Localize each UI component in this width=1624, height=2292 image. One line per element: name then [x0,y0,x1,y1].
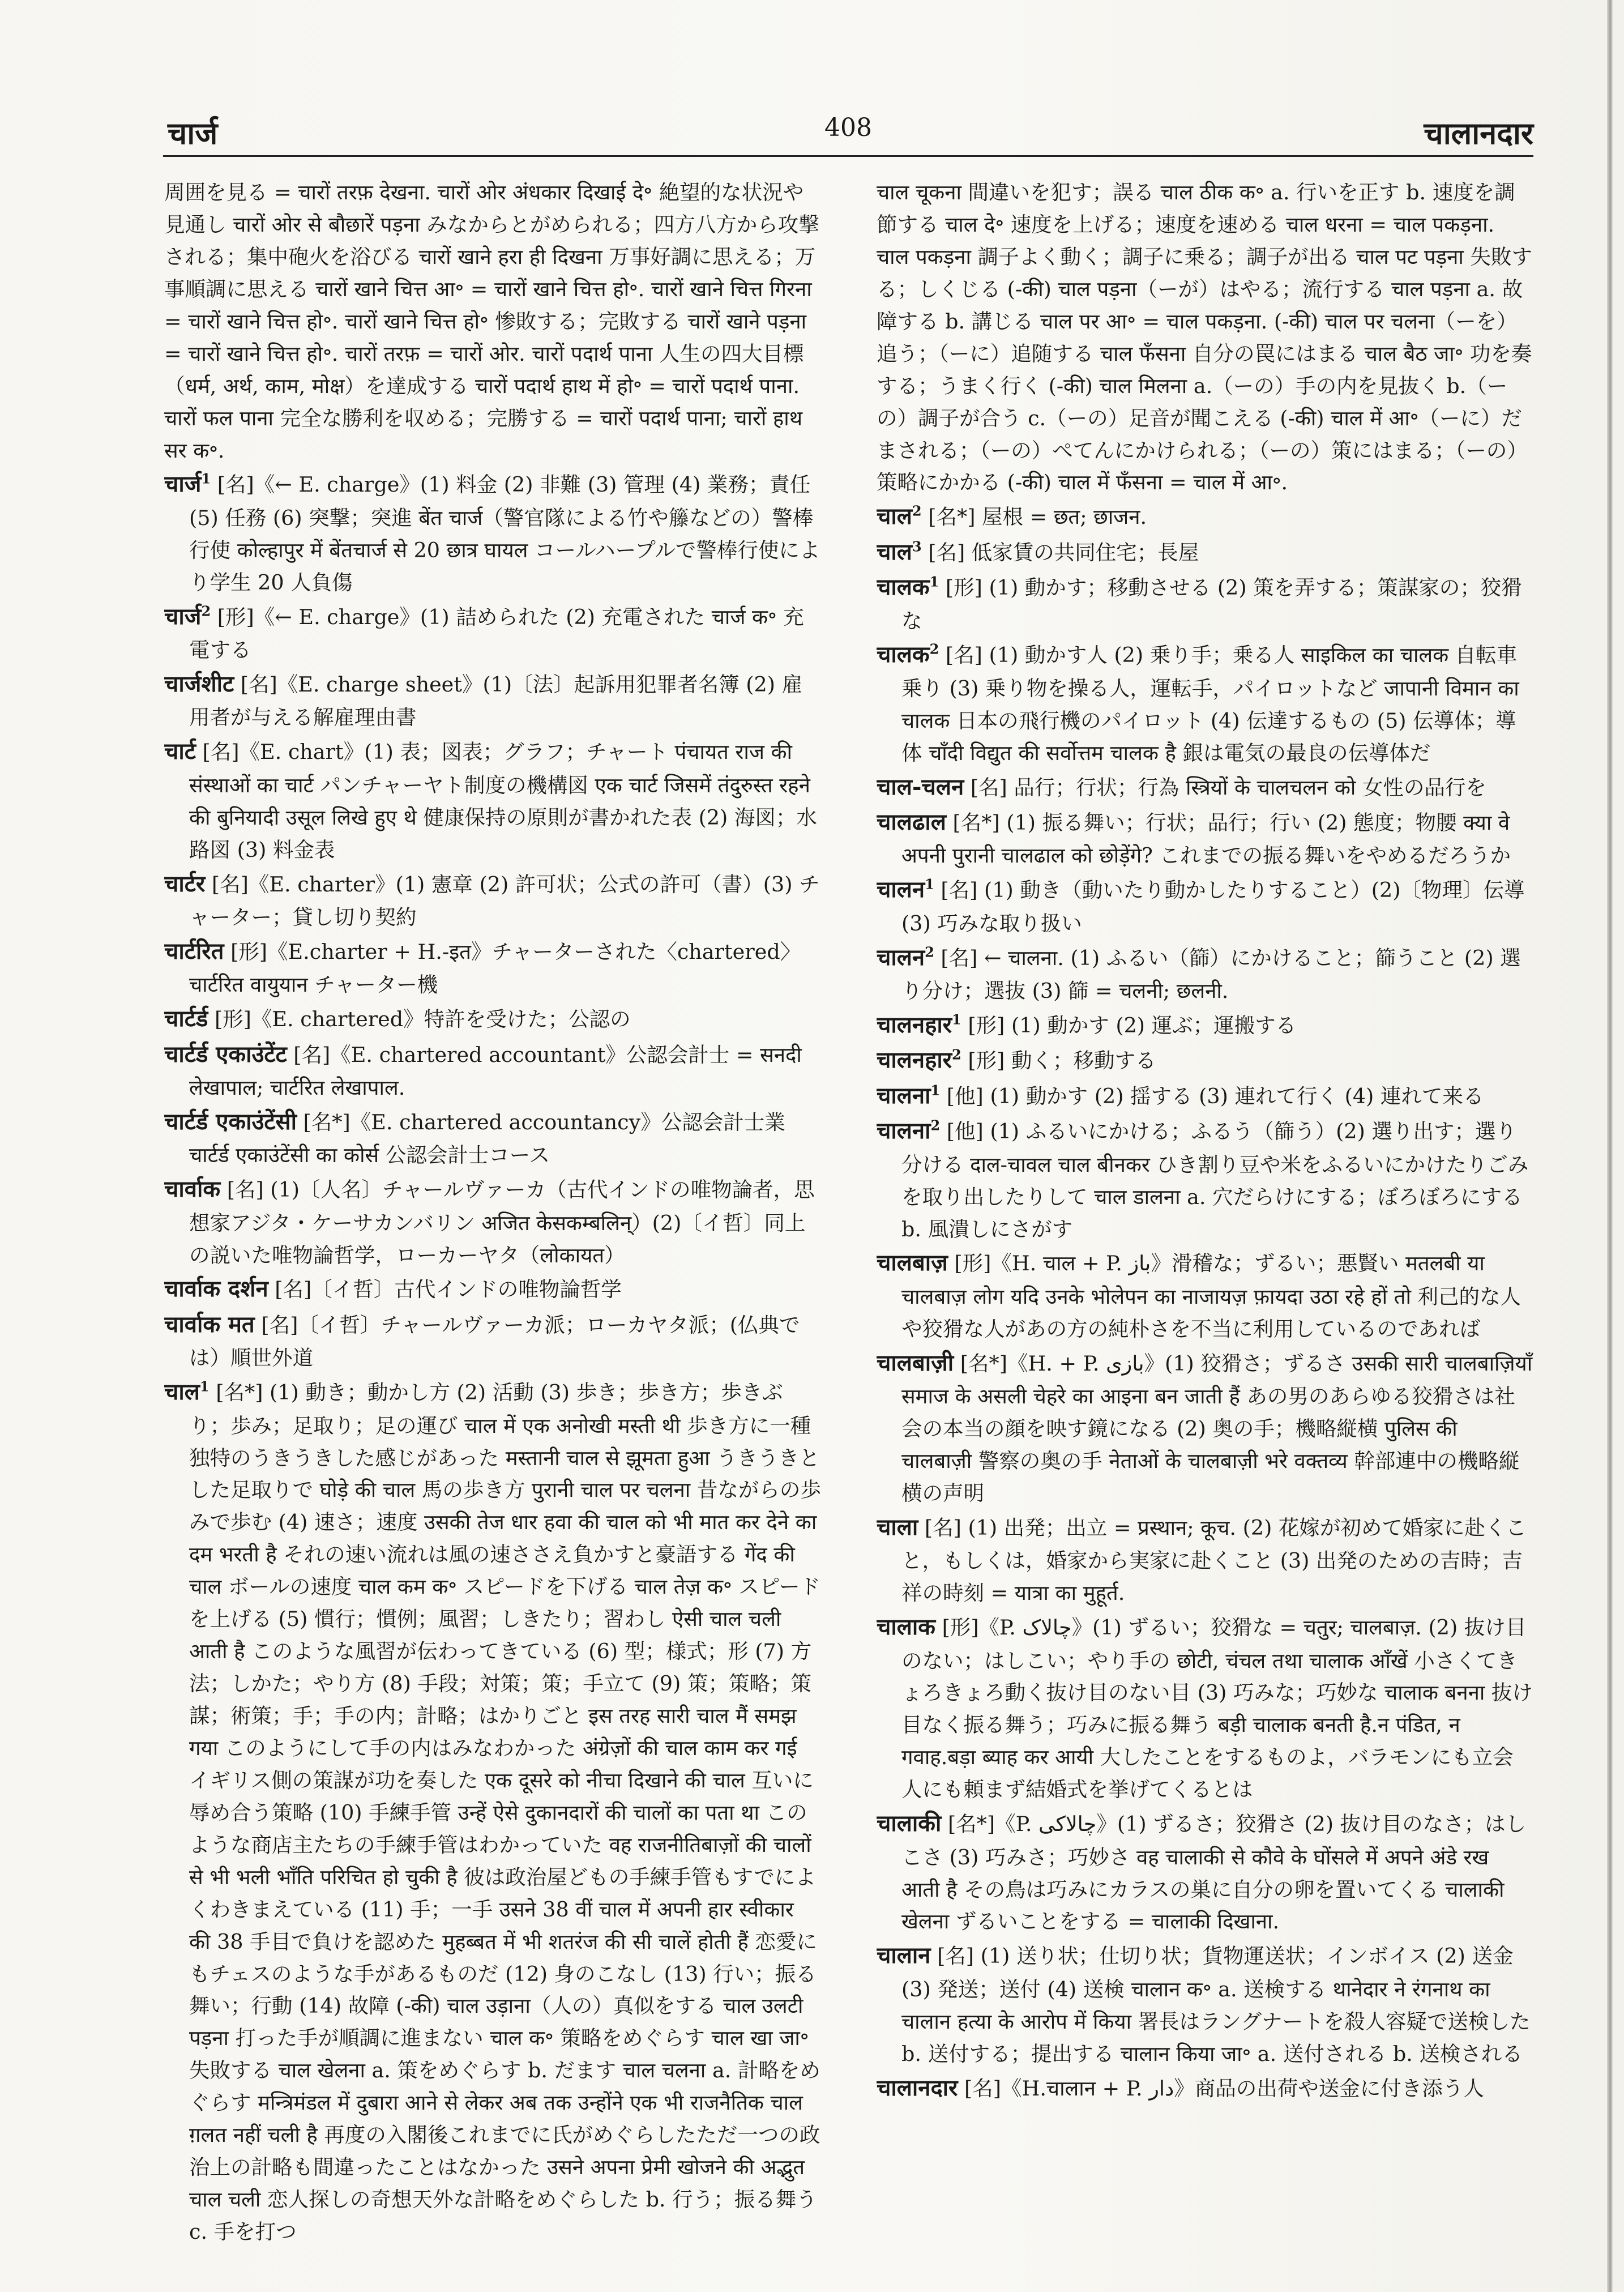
dictionary-entry [877,872,1533,940]
entry-definition: [名*] (1) 動き；動かし方 (2) 活動 (3) 歩き；歩き方；歩きぶり；歩み；足取り；足の運び चाल में एक अनोखी मस्ती थी 歩き方に一種独特のうきうきした感じがあった मस्तानी चाल से झूमता हुआ うきうきとした足取りで घोड़े की चाल 馬の歩き方 पुरानी चाल पर चलना 昔ながらの歩みで歩む (4) 速さ；速度 उसकी तेज धार हवा की चाल को भी मात कर देने का दम भरती है それの速い流れは風の速ささえ負かすと豪語する गेंद की चाल ボールの速度 चाल कम क॰ スピードを下げる चाल तेज़ क॰ スピードを上げる (5) 慣行；慣例；風習；しきたり；習わし ऐसी चाल चली आती है このような風習が伝わってきている (6) 型；様式；形 (7) 方法；しかた；やり方 (8) 手段；対策；策；手立て (9) 策；策略；策謀；術策；手；手の内；計略；はかりごと इस तरह सारी चाल मैं समझ गया このようにして手の内はみなわかった अंग्रेज़ों की चाल काम कर गई イギリス側の策謀が功を奏した एक दूसरे को नीचा दिखाने की चाल 互いに辱め合う策略 (10) 手練手管 उन्हें ऐसे दुकानदारों की चालों का पता था このような商店主たちの手練手管はわかっていた वह राजनीतिबाज़ों की चालों से भी भली भाँति परिचित हो चुकी है 彼は政治屋どもの手練手管もすでによくわきまえている (11) 手；一手 उसने 38 वीं चाल में अपनी हार स्वीकार की 38 手目で負けを認めた मुहब्बत में भी शतरंज की सी चालें होती हैं 恋愛にもチェスのような手があるものだ (12) 身のこなし (13) 行い；振る舞い；行動 (14) 故障 (-की) चाल उड़ाना（人の）真似をする चाल उलटी पड़ना 打った手が順調に進まない चाल क॰ 策略をめぐらす चाल खा जा॰ 失敗する चाल खेलना a. 策をめぐらす b. だます चाल चलना a. 計略をめぐらす मन्त्रिमंडल में दुबारा आने से लेकर अब तक उन्होंने एक भी राजनैतिक चाल ग़लत नहीं चली है 再度の入閣後これまでに氏がめぐらしたただ一つの政治上の計略も間違ったことはなかった उसने अपना प्रेमी खोजने की अद्भुत चाल चली 恋人探しの奇想天外な計略をめぐらした b. 行う；振る舞う c. 手を打つ [189,1380,821,2244]
entry-definition: [名*] (1) 振る舞い；行状；品行；行い (2) 態度；物腰 क्या वे अपनी पुरानी चालढाल को छोड़ेंगे? これまでの振る舞いをやめるだろうか [901,810,1511,868]
entry-definition: [名*]《P. چالاکی》(1) ずるさ；狡猾さ (2) 抜け目のなさ；はしこさ (3) 巧みさ；巧妙さ वह चालाकी से कौवे के घोंसले में अपने अंडे रख आती है その鳥は巧みにカラスの巣に自分の卵を置いてくる चालाकी खेलना ずるいことをする = चालाकी दिखाना. [901,1812,1527,1934]
entry-definition: [名] 低家賃の共同住宅；長屋 [928,540,1199,565]
entry-definition: [名*] 屋根 = छत; छाजन. [928,505,1147,530]
homograph-number: 2 [912,503,922,520]
homograph-number: 1 [952,1011,961,1028]
dictionary-entry [877,1610,1533,1806]
entry-headword: चालाकी [877,1810,942,1837]
entry-definition: [他] (1) 動かす (2) 揺する (3) 連れて行く (4) 連れて来る [946,1083,1484,1108]
entry-headword: चालानदार [877,2074,958,2101]
dictionary-entry [877,1113,1533,1245]
entry-headword: चाला [877,1513,918,1540]
dictionary-entry [164,467,821,599]
homograph-number: 1 [930,1082,941,1099]
entry-headword: चाल-चलन [877,773,964,800]
entry-headword: चार्टरित [164,937,224,964]
entry-definition: [形]《E. chartered》特許を受けた；公認の [214,1007,631,1032]
entry-headword: चालबाज़ी [877,1349,954,1376]
entry-definition: [名]《H.चालान + P. دار》商品の出荷や送金に付き添う人 [964,2076,1484,2101]
entry-headword: चालन$^2$ [877,944,934,971]
header-rule [163,155,1533,157]
entry-definition: [名]《E. chart》(1) 表；図表；グラフ；チャート पंचायत राज की संस्थाओं का चार्ट パンチャーヤト制度の機構図 एक चार्ट जिसमें तंदुरुस्त रहने की बुनियादी उसूल लिखे हुए थे 健康保持の原則が書かれた表 (2) 海図；水路図 (3) 料金表 [189,740,817,862]
entry-definition: [形]《← E. charge》(1) 詰められた (2) 充電された चार्ज क॰ 充電する [189,604,804,663]
entry-headword: चालान [877,1942,931,1969]
homograph-number: 2 [201,603,211,620]
entry-headword: चाल$^3$ [877,538,922,565]
page-binding-edge [1607,0,1613,2292]
entry-definition: चाल चूकना 間違いを犯す；誤る चाल ठीक क॰ a. 行いを正す b. 速度を調節する चाल दे॰ 速度を上げる；速度を速める चाल धरना = चाल पकड़ना. चाल पकड़ना 調子よく動く；調子に乗る；調子が出る चाल पट पड़ना 失敗する；しくじる (-की) चाल पड़ना（ーが）はやる；流行する चाल पड़ना a. 故障する b. 講じる चाल पर आ॰ = चाल पकड़ना. (-की) चाल पर चलना（ーを）追う；（ーに）追随する चाल फँसना 自分の罠にはまる चाल बैठ जा॰ 功を奏する；うまく行く (-की) चाल मिलना a.（ーの）手の内を見抜く b.（ーの）調子が合う c.（ーの）足音が聞こえる (-की) चाल में आ॰（ーに）だまされる；（ーの）ぺてんにかけられる；（ーの）策にはまる；（ーの）策略にかかる (-की) चाल में फँसना = चाल में आ॰. [877,180,1532,495]
entry-headword: चार्वाक मत [164,1311,255,1338]
dictionary-entry [877,637,1533,769]
entry-definition: [名] 品行；行状；行為 स्त्रियों के चालचलन को 女性の品行を [970,775,1486,800]
entry-headword: चालनहार$^2$ [877,1047,961,1074]
entry-definition: [形]《H. चाल + P. باز》滑稽な；ずるい；悪賢い मतलबी या चालबाज़ लोग यदि उनके भोलेपन का नाजायज़ फ़ायदा उठा रहे हों तो 利己的な人や狡猾な人があの方の純朴さを不当に利用しているのであれば [901,1251,1522,1341]
entry-headword: चार्टर्ड एकाउंटेंट [164,1040,287,1068]
dictionary-entry [877,570,1533,637]
entry-definition: [形] (1) 動かす；移動させる (2) 策を弄する；策謀家の；狡猾な [901,575,1522,633]
dictionary-entry [164,1375,821,2244]
homograph-number: 3 [912,538,922,555]
entry-definition: [形] (1) 動かす (2) 運ぶ；運搬する [968,1013,1297,1038]
page-number: 408 [824,113,872,142]
entry-definition: [他] (1) ふるいにかける；ふるう（篩う）(2) 選り出す；選り分ける दाल-चावल चाल बीनकर ひき割り豆や米をふるいにかけたりごみを取り出したりして चाल डालना a. 穴だらけにする；ぼろぼろにする b. 風潰しにさがす [901,1119,1529,1241]
entry-headword: चाल$^1$ [164,1378,210,1406]
dictionary-entry [164,1037,821,1104]
entry-headword: चालनहार$^1$ [877,1011,961,1039]
entry-headword: चालन$^1$ [877,876,934,903]
dictionary-entry [877,1510,1533,1610]
entry-definition: [名] (1) 動かす人 (2) 乗り手；乗る人 साइकिल का चालक 自転車乗り (3) 乗り物を操る人，運転手，パイロットなど जापानी विमान का चालक 日本の飛行機のパイロット (4) 伝達するもの (5) 伝導体；導体 चाँदी विद्युत की सर्वोत्तम चालक है 銀は電気の最良の伝導体だ [901,643,1519,765]
dictionary-entry [164,934,821,1001]
entry-definition: [形]《E.charter + H.-इत》チャーターされた〈chartered〉चार्टरित वायुयान チャーター機 [189,939,801,997]
dictionary-entry [164,734,821,866]
left-column [164,177,821,2244]
entry-headword: चार्ज$^2$ [164,603,211,630]
entry-headword: चालबाज़ [877,1249,948,1277]
entry-definition: [名]〔イ哲〕チャールヴァーカ派；ローカヤタ派；(仏典では）順世外道 [189,1312,800,1371]
dictionary-entry [877,2071,1533,2106]
entry-definition: [名]《E. charge sheet》(1)〔法〕起訴用犯罪者名簿 (2) 雇用者が与える解雇理由書 [189,672,803,730]
dictionary-entry [164,1104,821,1172]
entry-headword: चार्वाक [164,1176,221,1203]
homograph-number: 2 [929,641,939,658]
entry-definition: [形]《P. چالاک》(1) ずるい；狡猾な = चतुर; चालबाज़. (2) 抜け目のない；はしこい；やり手の छोटी, चंचल तथा चालाक आँखें 小さくてきょろきょろ動く抜け目のない目 (3) 巧みな；巧妙な चालाक बनना 抜け目なく振る舞う；巧みに振る舞う बड़ी चालाक बनती है.न पंडित, न गवाह.बड़ा ब्याह कर आयी 大したことをするものよ，バラモンにも立会人にも頼まず結婚式を挙げてくるとは [901,1615,1533,1802]
entry-headword: चालाक [877,1614,935,1641]
entry-continuation [877,177,1533,499]
dictionary-entry [877,1245,1533,1345]
dictionary-entry [877,499,1533,534]
dictionary-entry [164,1307,821,1375]
dictionary-entry [877,770,1533,805]
entry-definition: [名*]《H. + P. بازی》(1) 狡猾さ；ずるさ उसकी सारी चालबाज़ियाँ समाज के असली चेहरे का आइना बन जाती हैं あの男のあらゆる狡猾さは社会の本当の顔を映す鏡になる (2) 奥の手；機略縦横 पुलिस की चालबाज़ी 警察の奥の手 नेताओं के चालबाज़ी भरे वक्तव्य 幹部連中の機略縦横の声明 [901,1351,1533,1505]
dictionary-entry [877,1078,1533,1113]
entry-headword: चार्टर [164,870,206,897]
homograph-number: 2 [952,1047,961,1064]
entry-headword: चालक$^1$ [877,573,939,601]
running-head [163,111,1533,151]
dictionary-entry [877,1008,1533,1043]
entry-headword: चार्ज$^1$ [164,471,211,498]
entry-headword: चार्टर्ड [164,1005,208,1032]
entry-headword: चालना$^2$ [877,1117,941,1145]
entry-definition: [名*]《E. chartered accountancy》公認会計士業 चार्टर्ड एकाउंटेंसी का कोर्स 公認会計士コース [189,1109,785,1168]
entry-headword: चार्वाक दर्शन [164,1275,268,1303]
entry-definition: [名] (1) 出発；出立 = प्रस्थान; कूच. (2) 花嫁が初めて婚家に赴くこと，もしくは，婚家から実家に赴くこと (3) 出発のための吉時；吉祥の時刻 = यात्रा का मुहूर्त. [901,1515,1527,1606]
right-guide-word: चालानदार [1424,115,1533,151]
homograph-number: 1 [925,876,934,893]
entry-definition: [名]〔イ哲〕古代インドの唯物論哲学 [275,1277,622,1302]
dictionary-entry [877,535,1533,570]
dictionary-entry [877,1043,1533,1078]
entry-headword: चालना$^1$ [877,1082,941,1109]
entry-headword: चार्टर्ड एकाउंटेंसी [164,1108,297,1135]
homograph-number: 1 [199,1378,210,1395]
entry-headword: चार्ट [164,738,196,765]
right-column [877,177,1533,2244]
entry-definition: [名] (1)〔人名〕チャールヴァーカ（古代インドの唯物論者，思想家アジタ・ケーサカンバリン अजित केसकम्बलिन्）(2)〔イ哲〕同上の説いた唯物論哲学，ローカーヤタ（लोकायत） [189,1177,815,1267]
dictionary-entry [877,940,1533,1008]
dictionary-entry [164,867,821,934]
dictionary-entry [877,805,1533,872]
dictionary-entry [164,1172,821,1271]
homograph-number: 2 [925,944,934,961]
entry-headword: चालक$^2$ [877,641,939,668]
dictionary-entry [877,1346,1533,1510]
entry-headword: चालढाल [877,809,946,836]
dictionary-entry [164,1001,821,1036]
homograph-number: 2 [930,1117,941,1134]
left-guide-word: चार्ज [168,115,218,151]
homograph-number: 1 [201,471,211,488]
entry-definition: [名]《← E. charge》(1) 料金 (2) 非難 (3) 管理 (4) 業務；責任 (5) 任務 (6) 突撃；突進 बेंत चार्ज（警官隊による竹や籐などの）警棒行使 कोल्हापुर में बेंतचार्ज से 20 छात्र घायल コールハープルで警棒行使により学生 20 人負傷 [189,472,820,595]
entry-definition: [名]《E. charter》(1) 憲章 (2) 許可状；公式の許可（書）(3) チャーター；貸し切り契約 [189,872,820,929]
entry-definition: [名]《E. chartered accountant》公認会計士 = सनदी लेखापाल; चार्टरित लेखापाल. [189,1042,802,1100]
dictionary-entry [164,667,821,734]
dictionary-entry [164,1271,821,1307]
entry-definition: 周囲を見る = चारों तरफ़ देखना. चारों ओर अंधकार दिखाई दे॰ 絶望的な状況や見通し चारों ओर से बौछारें पड़ना みなからとがめられる；四方八方から攻撃される；集中砲火を浴びる चारों खाने हरा ही दिखना 万事好調に思える；万事順調に思える चारों खाने चित्त आ॰ = चारों खाने चित्त हो॰. चारों खाने चित्त गिरना = चारों खाने चित्त हो॰. चारों खाने चित्त हो॰ 惨敗する；完敗する चारों खाने पड़ना = चारों खाने चित्त हो॰. चारों तरफ़ = चारों ओर. चारों पदार्थ पाना 人生の四大目標（धर्म, अर्थ, काम, मोक्ष）を達成する चारों पदार्थ हाथ में हो॰ = चारों पदार्थ पाना. चारों फल पाना 完全な勝利を収める；完勝する = चारों पदार्थ पाना; चारों हाथ सर क॰. [164,180,819,463]
entry-definition: [名] ← चालना. (1) ふるい（篩）にかけること；篩うこと (2) 選り分け；選抜 (3) 篩 = चलनी; छलनी. [901,945,1521,1004]
entry-continuation [164,177,821,467]
entry-headword: चाल$^2$ [877,503,922,530]
entry-definition: [名] (1) 送り状；仕切り状；貨物運送状；インボイス (2) 送金 (3) 発送；送付 (4) 送検 चालान क॰ a. 送検する थानेदार ने रंगनाथ का चालान हत्या के आरोप में किया 署長はラングナートを殺人容疑で送検した b. 送付する；提出する चालान किया जा॰ a. 送付される b. 送検される [901,1944,1531,2066]
entry-headword: चार्जशीट [164,670,234,697]
homograph-number: 1 [929,573,939,590]
dictionary-entry [164,599,821,667]
entry-definition: [形] 動く；移動する [968,1048,1156,1073]
dictionary-entry [877,1938,1533,2070]
entry-definition: [名] (1) 動き（動いたり動かしたりすること）(2)〔物理〕伝導 (3) 巧みな取り扱い [901,878,1525,936]
dictionary-entry [877,1806,1533,1938]
